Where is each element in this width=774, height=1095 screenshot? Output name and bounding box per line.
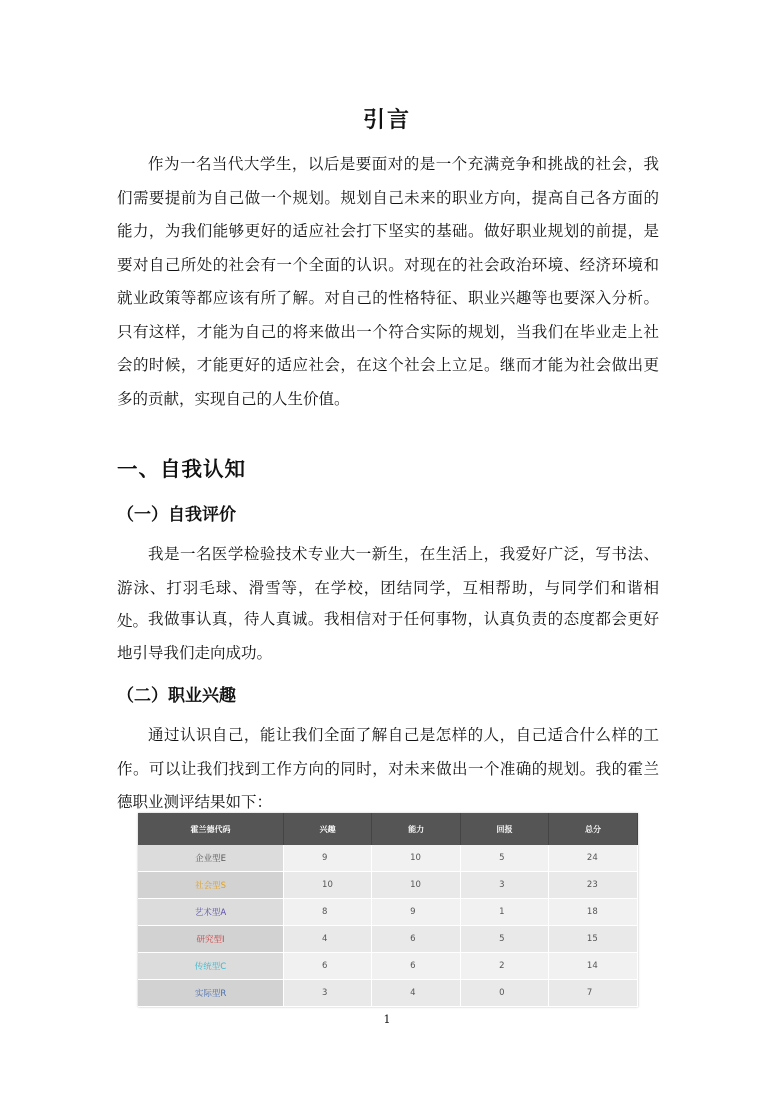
cell-code: 企业型E [138, 845, 284, 872]
cell-total: 24 [548, 845, 637, 872]
table-row [138, 872, 638, 899]
table-row [138, 953, 638, 980]
cell-interest: 4 [284, 926, 372, 953]
cell-interest: 3 [284, 980, 372, 1007]
table-header-row [138, 813, 638, 845]
cell-code: 社会型S [138, 872, 284, 899]
intro-paragraph: 作为一名当代大学生，以后是要面对的是一个充满竞争和挑战的社会，我们需要提前为自己做一个规划。规划自己未来的职业方向，提高自己各方面的能力，为我们能够更好的适应社会打下坚实的基础。做好职业规划的前提，是要对自己所处的社会有一个全面的认识。对现在的社会政治环境、经济环境和就业政策等都应该有所了解。对自己的性格特征、职业兴趣等也要深入分析。只有这样，才能为自己的将来做出一个符合实际的规划，当我们在毕业走上社会的时候，才能更好的适应社会，在这个社会上立足。继而才能为社会做出更多的贡献，实现自己的人生价值。 [117, 155, 659, 408]
cell-ability: 6 [372, 926, 461, 953]
page-number: 1 [383, 1013, 391, 1026]
cell-reward: 2 [461, 953, 549, 980]
cell-reward: 5 [461, 926, 549, 953]
table-row [138, 845, 638, 872]
cell-reward: 1 [461, 899, 549, 926]
cell-ability: 4 [372, 980, 461, 1007]
column-header-reward: 回报 [461, 813, 549, 845]
cell-code: 实际型R [138, 980, 284, 1007]
column-header-interest: 兴趣 [284, 813, 372, 845]
table-row [138, 926, 638, 953]
cell-reward: 3 [461, 872, 549, 899]
self-evaluation-paragraph-1: 我是一名医学检验技术专业大一新生，在生活上，我爱好广泛，写书法、游泳、打羽毛球、滑雪等，在学校，团结同学，互相帮助，与同学们和谐相处。 [117, 545, 659, 630]
cell-total: 23 [548, 872, 637, 899]
cell-reward: 5 [461, 845, 549, 872]
table-row [138, 899, 638, 926]
subsection-heading-self-evaluation: （一）自我评价 [117, 505, 236, 525]
cell-interest: 8 [284, 899, 372, 926]
cell-ability: 9 [372, 899, 461, 926]
holland-result-table [138, 813, 638, 1007]
section-heading-self-cognition: 一、自我认知 [117, 457, 246, 481]
cell-ability: 6 [372, 953, 461, 980]
cell-total: 15 [548, 926, 637, 953]
column-header-code: 霍兰德代码 [138, 813, 284, 845]
cell-reward: 0 [461, 980, 549, 1007]
cell-code: 研究型I [138, 926, 284, 953]
column-header-ability: 能力 [372, 813, 461, 845]
subsection-heading-career-interest: （二）职业兴趣 [117, 686, 236, 706]
cell-interest: 6 [284, 953, 372, 980]
cell-total: 14 [548, 953, 637, 980]
cell-ability: 10 [372, 845, 461, 872]
cell-total: 7 [548, 980, 637, 1007]
page-title: 引言 [362, 108, 411, 133]
table-row [138, 980, 638, 1007]
cell-code: 传统型C [138, 953, 284, 980]
cell-interest: 9 [284, 845, 372, 872]
cell-interest: 10 [284, 872, 372, 899]
cell-total: 18 [548, 899, 637, 926]
cell-code: 艺术型A [138, 899, 284, 926]
table-body [138, 845, 638, 1007]
column-header-total: 总分 [548, 813, 637, 845]
cell-ability: 10 [372, 872, 461, 899]
career-interest-paragraph: 通过认识自己，能让我们全面了解自己是怎样的人，自己适合什么样的工作。可以让我们找到工作方向的同时，对未来做出一个准确的规划。我的霍兰德职业测评结果如下： [117, 726, 659, 811]
self-evaluation-paragraph-2: 我做事认真，待人真诚。我相信对于任何事物，认真负责的态度都会更好地引导我们走向成功。 [117, 610, 659, 662]
